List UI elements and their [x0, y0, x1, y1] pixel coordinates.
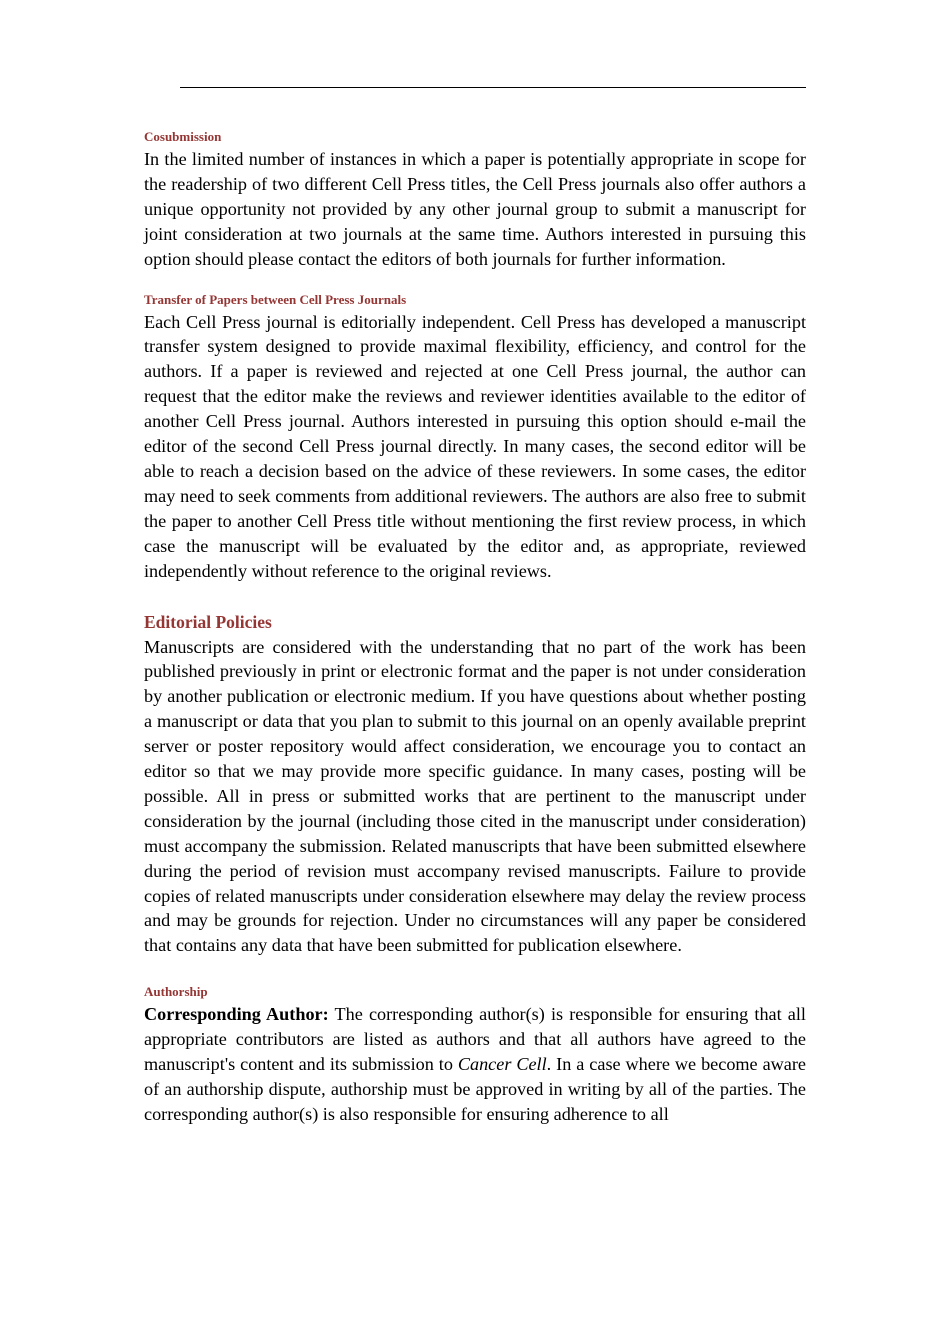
authorship-heading: Authorship — [144, 984, 208, 1000]
authorship-paragraph — [144, 1002, 806, 1127]
cosubmission-paragraph: In the limited number of instances in which a paper is potentially appropriate in scope for the readership of two different Cell Press titles, the Cell Press journals also offer authors a unique opportunity not provided by any other journal group to submit a manuscript for joint consideration at two journals at the same time. Authors interested in pursuing this option should please contact the editors of both journals for further information. — [144, 149, 806, 269]
transfer-heading: Transfer of Papers between Cell Press Journals — [144, 291, 407, 307]
authorship-text-part2: . In a case where we become aware of an authorship dispute, authorship must be approved in writing by all of the parties. The corresponding author(s) is also responsible for ensuring adherence to all — [144, 1054, 806, 1124]
header-rule — [180, 87, 806, 88]
document-body — [144, 127, 806, 1127]
spacer — [144, 958, 806, 982]
journal-name: Cancer Cell — [457, 1054, 547, 1075]
authorship-text-part1: The corresponding author(s) is responsible for ensuring that all appropriate contributors are listed as authors and that all authors have agreed to the manuscript's content and its submission to — [144, 1004, 806, 1075]
spacer — [144, 272, 806, 290]
transfer-paragraph: Each Cell Press journal is editorially independent. Cell Press has developed a manuscript transfer system designed to provide maximal flexibility, efficiency, and control for the authors. If a paper is reviewed and rejected at one Cell Press journal, the author can request that the editor make the reviews and reviewer identities available to the editor of another Cell Press journal. Authors interested in pursuing this option should e-mail the editor of the second Cell Press journal directly. In many cases, the second editor will be able to reach a decision based on the advice of these reviewers. In some cases, the editor may need to seek comments from additional reviewers. The authors are also free to submit the paper to another Cell Press title without mentioning the first review process, in which case the manuscript will be evaluated by the editor and, as appropriate, reviewed independently without reference to the original reviews. — [144, 311, 806, 581]
editorial-policies-paragraph: Manuscripts are considered with the understanding that no part of the work has been published previously in print or electronic format and the paper is not under consideration by another publication or electronic medium. If you have questions about whether posting a manuscript or data that you plan to submit to this journal on an openly available preprint server or poster repository would affect consideration, we encourage you to contact an editor so that we may provide more specific guidance. In many cases, posting will be possible. All in press or submitted works that are pertinent to the manuscript under consideration by the journal (including those cited in the manuscript under consideration) must accompany the submission. Related manuscripts that have been submitted elsewhere during the period of revision must accompany revised manuscripts. Failure to provide copies of related manuscripts under consideration elsewhere may delay the review process and may be grounds for rejection. Under no circumstances will any paper be considered that contains any data that have been submitted for publication elsewhere. — [144, 636, 806, 956]
spacer — [144, 584, 806, 609]
editorial-policies-heading: Editorial Policies — [144, 611, 272, 632]
corresponding-author-label: Corresponding Author: — [144, 1004, 329, 1025]
cosubmission-heading: Cosubmission — [144, 129, 222, 144]
